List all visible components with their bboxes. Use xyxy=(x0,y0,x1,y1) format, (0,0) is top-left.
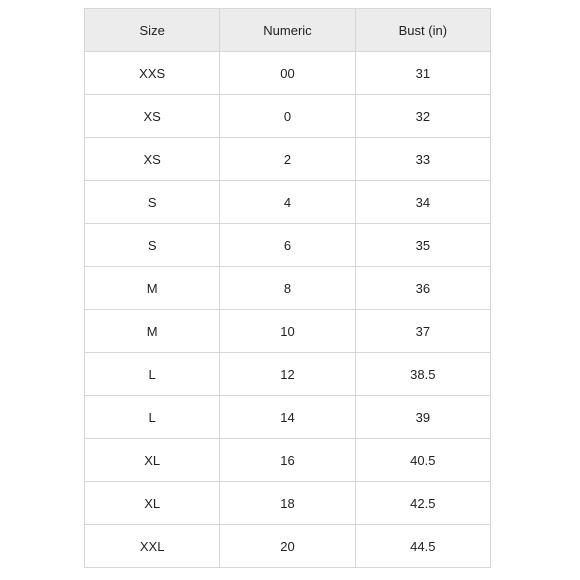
bust-cell: 35 xyxy=(355,224,490,267)
size-cell: M xyxy=(85,267,220,310)
size-cell: XXL xyxy=(85,525,220,568)
table-header xyxy=(85,9,491,52)
bust-cell: 42.5 xyxy=(355,482,490,525)
numeric-cell: 18 xyxy=(220,482,355,525)
size-cell: S xyxy=(85,181,220,224)
size-cell: XL xyxy=(85,439,220,482)
table-row xyxy=(85,224,491,267)
header-numeric: Numeric xyxy=(220,9,355,52)
numeric-cell: 00 xyxy=(220,52,355,95)
size-cell: L xyxy=(85,353,220,396)
bust-cell: 37 xyxy=(355,310,490,353)
numeric-cell: 16 xyxy=(220,439,355,482)
header-size: Size xyxy=(85,9,220,52)
table-row xyxy=(85,52,491,95)
table-row xyxy=(85,95,491,138)
bust-cell: 39 xyxy=(355,396,490,439)
size-cell: XS xyxy=(85,95,220,138)
size-cell: L xyxy=(85,396,220,439)
table-row xyxy=(85,439,491,482)
table-row xyxy=(85,310,491,353)
numeric-cell: 8 xyxy=(220,267,355,310)
numeric-cell: 12 xyxy=(220,353,355,396)
table-row xyxy=(85,267,491,310)
table-row xyxy=(85,396,491,439)
numeric-cell: 4 xyxy=(220,181,355,224)
size-cell: XS xyxy=(85,138,220,181)
bust-cell: 33 xyxy=(355,138,490,181)
bust-cell: 38.5 xyxy=(355,353,490,396)
bust-cell: 34 xyxy=(355,181,490,224)
table-row xyxy=(85,181,491,224)
bust-cell: 40.5 xyxy=(355,439,490,482)
table-row xyxy=(85,482,491,525)
numeric-cell: 10 xyxy=(220,310,355,353)
numeric-cell: 0 xyxy=(220,95,355,138)
table-row xyxy=(85,525,491,568)
numeric-cell: 14 xyxy=(220,396,355,439)
numeric-cell: 2 xyxy=(220,138,355,181)
bust-cell: 31 xyxy=(355,52,490,95)
size-cell: XXS xyxy=(85,52,220,95)
table-row xyxy=(85,138,491,181)
table-row xyxy=(85,353,491,396)
size-cell: S xyxy=(85,224,220,267)
bust-cell: 44.5 xyxy=(355,525,490,568)
table-body xyxy=(85,52,491,568)
numeric-cell: 6 xyxy=(220,224,355,267)
size-cell: XL xyxy=(85,482,220,525)
size-cell: M xyxy=(85,310,220,353)
header-bust: Bust (in) xyxy=(355,9,490,52)
numeric-cell: 20 xyxy=(220,525,355,568)
bust-cell: 36 xyxy=(355,267,490,310)
header-row xyxy=(85,9,491,52)
size-chart-table xyxy=(84,8,491,568)
bust-cell: 32 xyxy=(355,95,490,138)
